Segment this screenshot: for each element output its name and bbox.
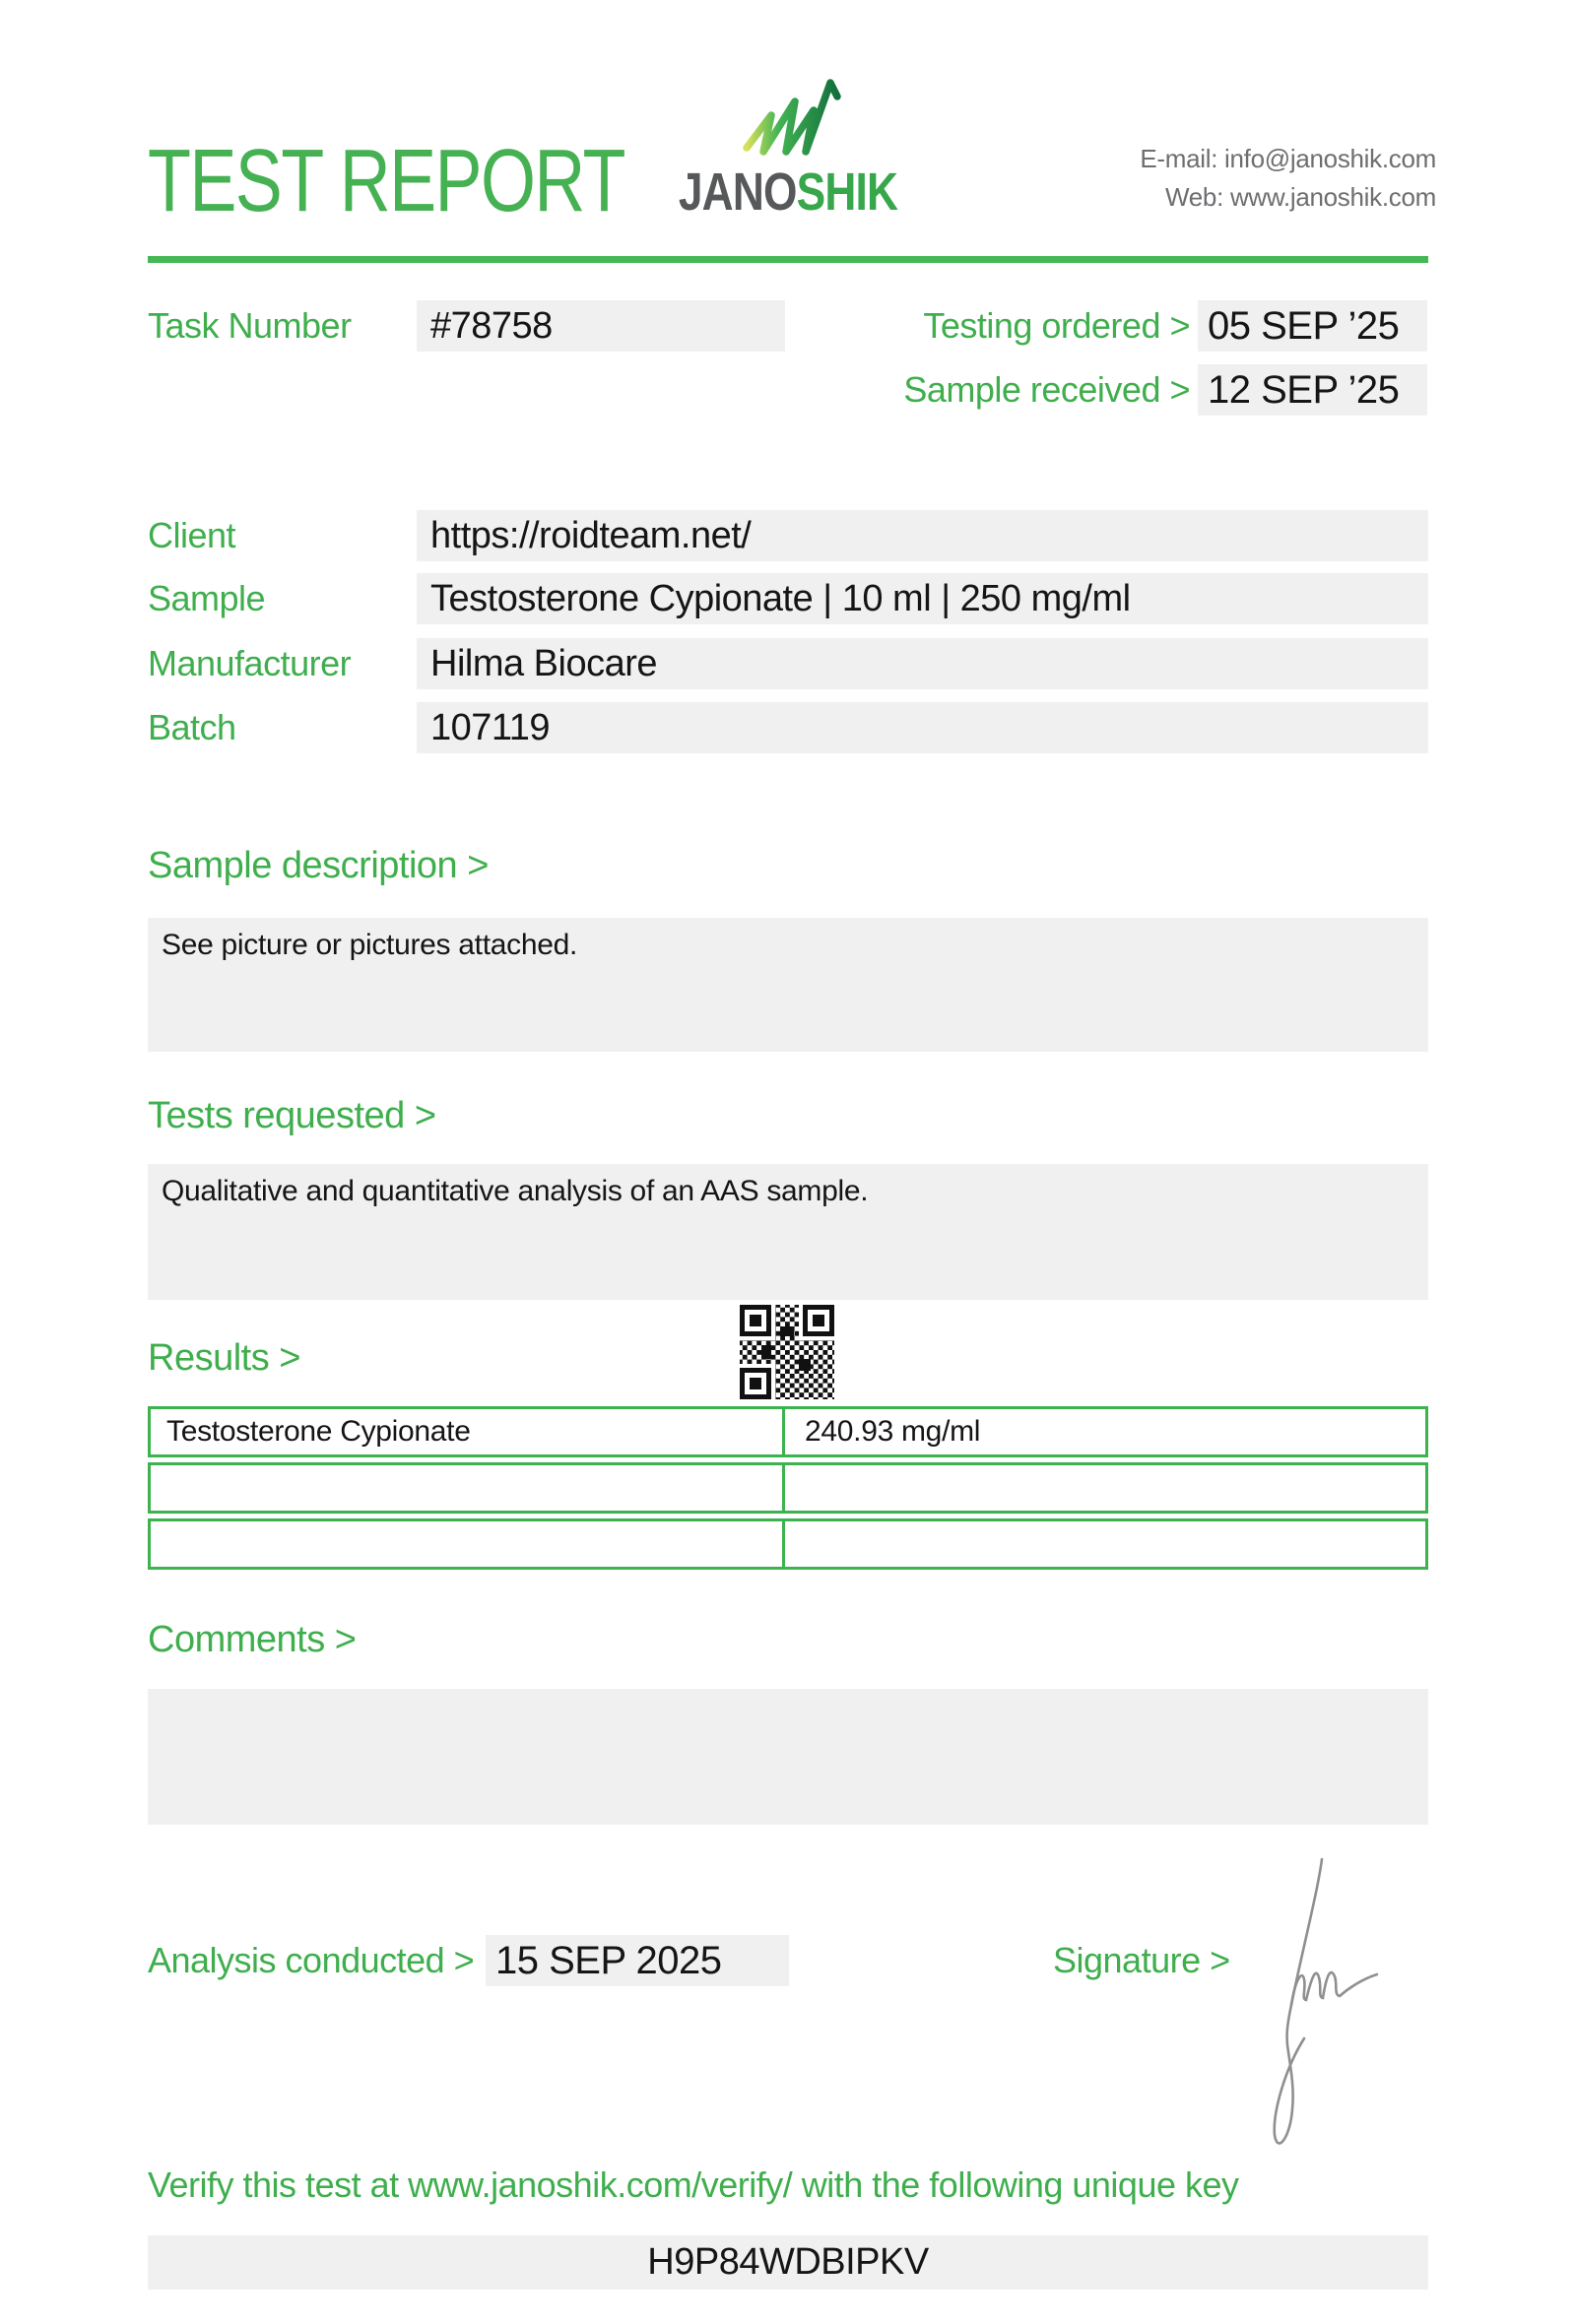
qr-finder-top-right (799, 1303, 836, 1340)
tests-requested-box (148, 1164, 1428, 1300)
signature-label: Signature > (1053, 1940, 1230, 1980)
logo-wordmark-dark: JANO (678, 162, 797, 222)
comments-heading: Comments > (148, 1619, 357, 1660)
batch-label: Batch (148, 707, 236, 747)
signature-scribble (1261, 1812, 1478, 2166)
qr-code (738, 1303, 836, 1401)
analysis-conducted-label: Analysis conducted > (148, 1940, 475, 1980)
qr-finder-top-left (738, 1303, 775, 1340)
sample-description-box (148, 918, 1428, 1052)
contact-email: E-mail: info@janoshik.com (1140, 144, 1436, 173)
comments-box (148, 1689, 1428, 1825)
sample-description-text: See picture or pictures attached. (162, 929, 578, 961)
result-amount (785, 1465, 1425, 1511)
result-substance (151, 1465, 785, 1511)
sample-received-label: Sample received > (903, 369, 1190, 410)
analysis-conducted-value: 15 SEP 2025 (486, 1935, 789, 1986)
logo-wordmark-green: SHIK (796, 162, 898, 222)
manufacturer-value: Hilma Biocare (417, 638, 1428, 689)
testing-ordered-label: Testing ordered > (923, 305, 1190, 346)
results-table-row (148, 1518, 1428, 1570)
result-substance: Testosterone Cypionate (151, 1409, 785, 1454)
sample-value: Testosterone Cypionate | 10 ml | 250 mg/ml (417, 573, 1428, 624)
result-amount (785, 1521, 1425, 1567)
client-value: https://roidteam.net/ (417, 510, 1428, 561)
testing-ordered-value: 05 SEP ’25 (1198, 300, 1427, 352)
contact-block (1140, 140, 1436, 217)
header-divider (148, 256, 1428, 263)
results-table-row (148, 1462, 1428, 1514)
sample-label: Sample (148, 578, 266, 618)
client-label: Client (148, 515, 236, 555)
manufacturer-label: Manufacturer (148, 643, 352, 683)
sample-received-value: 12 SEP ’25 (1198, 364, 1427, 416)
verify-instruction: Verify this test at www.janoshik.com/verify/ with the following unique key (148, 2164, 1239, 2205)
results-table-row (148, 1406, 1428, 1457)
results-table (148, 1406, 1428, 1575)
sample-description-heading: Sample description > (148, 845, 489, 886)
verify-key: H9P84WDBIPKV (148, 2235, 1428, 2290)
page-title: TEST REPORT (148, 132, 624, 230)
qr-finder-bottom-left (738, 1364, 775, 1401)
logo-wordmark (667, 161, 909, 223)
result-substance (151, 1521, 785, 1567)
results-heading: Results > (148, 1337, 300, 1379)
task-number-value: #78758 (417, 300, 785, 352)
tests-requested-text: Qualitative and quantitative analysis of an AAS sample. (162, 1175, 869, 1207)
contact-web: Web: www.janoshik.com (1165, 182, 1436, 212)
tests-requested-heading: Tests requested > (148, 1095, 436, 1136)
task-number-label: Task Number (148, 305, 352, 346)
result-amount: 240.93 mg/ml (805, 1415, 981, 1448)
batch-value: 107119 (417, 702, 1428, 753)
